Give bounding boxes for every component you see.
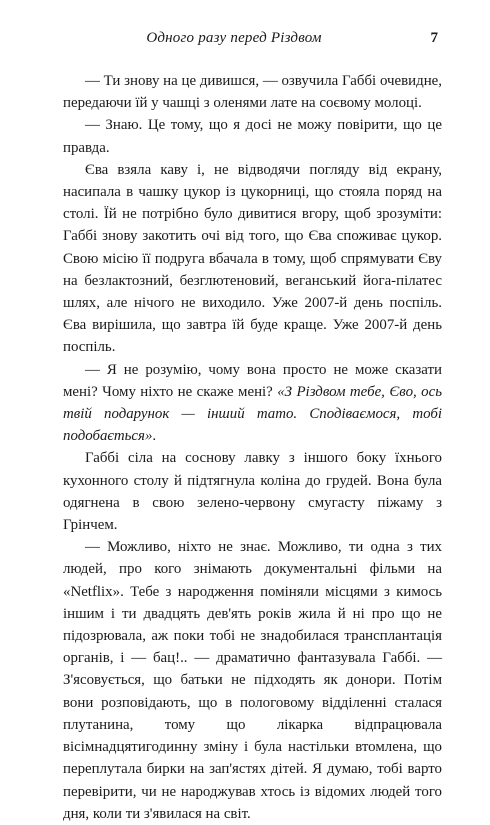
paragraph: Єва взяла каву і, не відводячи погляду від екрану, насипала в чашку цукор із цукорниці, що стояла поряд на столі. Їй не потрібно було дивитися вгору, щоб зрозуміти: Габбі знову закотить очі від того, що Єва споживає цукор. Свою місію її подруга вбачала в тому, щоб спрямувати Єву на безлактозний, безглютеновий, веганський йога-пілатес шлях, але нічого не виходило. Уже 2007-й день поспіль. Єва вирішила, що завтра їй буде краще. Уже 2007-й день поспіль. [63,161,442,356]
running-head [64,30,444,54]
paragraph-tail: . [152,428,157,445]
running-title: Одного разу перед Різдвом [146,30,322,46]
italic-quote: «З Різдвом тебе, Єво, ось твій подарунок — інший тато. Сподіваємося, тобі подобається» [63,383,442,445]
paragraph: Габбі сіла на соснову лавку з іншого боку їхнього кухонного столу й підтягнула коліна до грудей. Вона була одягнена в свою зелено-червону смугасту піжаму з Грінчем. [63,450,442,534]
paragraph [63,359,442,448]
paragraph: — Знаю. Це тому, що я досі не можу повірити, що це правда. [63,117,442,156]
paragraph-text: — Я не розумію, чому вона просто не може сказати мені? Чому ніхто не скаже мені? [63,361,442,400]
page-number: 7 [430,30,438,46]
text-body [63,70,442,825]
paragraph: — Можливо, ніхто не знає. Можливо, ти одна з тих людей, про кого знімають документальні фільми на «Netflix». Тебе з народження поміняли місцями з кимось іншим і ти двадцять дев'ять років жила й ні про що не підозрювала, аж поки тобі не знадобилася трансплантація органів, і — бац!.. — драматично фантазувала Габбі. — З'ясовується, що батьки не підходять як донори. Потім вони розповідають, що в пологовому відділенні сталася плутанина, тому що лікарка відпрацювала вісімнадцятигодинну зміну і була настільки втомлена, що переплутала бирки на зап'ястях дітей. Я думаю, тобі варто перевірити, чи не народжував хтось із відомих людей того дня, коли ти з'явилася на світ. [63,539,442,822]
paragraph: — Ти знову на це дивишся, — озвучила Габбі очевидне, передаючи їй у чашці з оленями лате на соєвому молоці. [63,73,442,112]
